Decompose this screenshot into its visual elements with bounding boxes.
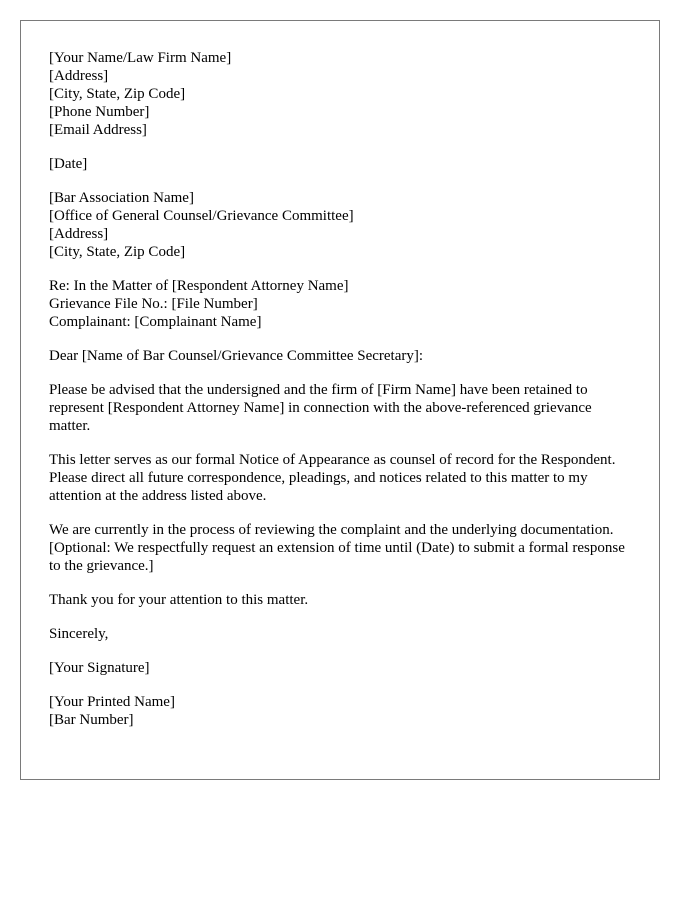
- salutation: [49, 347, 631, 365]
- closing-text: Sincerely,: [49, 626, 109, 642]
- sender-address: [Address]: [49, 68, 109, 84]
- recipient-organization: [Bar Association Name]: [49, 190, 194, 206]
- reference-file-number: Grievance File No.: [File Number]: [49, 296, 258, 312]
- signer-bar-number: [Bar Number]: [49, 712, 134, 728]
- date-block: [49, 155, 631, 173]
- reference-matter: Re: In the Matter of [Respondent Attorney Name]: [49, 278, 349, 294]
- body-paragraph-notice: This letter serves as our formal Notice of Appearance as counsel of record for the Respondent. Please direct all future correspondence, pleadings, and notices related to this matter to my attention at the address listed above.: [49, 452, 616, 504]
- letter-page: [20, 20, 660, 780]
- body-paragraph-review: We are currently in the process of reviewing the complaint and the underlying documentation. [Optional: We respectfully request an extension of time until (Date) to submit a formal response to the grievance.]: [49, 522, 625, 574]
- sender-city-state-zip: [City, State, Zip Code]: [49, 86, 186, 102]
- sender-name: [Your Name/Law Firm Name]: [49, 50, 232, 66]
- sender-block: [49, 49, 631, 139]
- body-paragraph-thanks: Thank you for your attention to this matter.: [49, 592, 309, 608]
- signature-block: [49, 659, 631, 677]
- signer-printed-name: [Your Printed Name]: [49, 694, 175, 710]
- closing-block: [49, 625, 631, 643]
- recipient-office: [Office of General Counsel/Grievance Committee]: [49, 208, 354, 224]
- recipient-address: [Address]: [49, 226, 109, 242]
- sender-phone: [Phone Number]: [49, 104, 150, 120]
- signer-block: [49, 693, 631, 729]
- reference-block: [49, 277, 631, 331]
- recipient-block: [49, 189, 631, 261]
- reference-complainant: Complainant: [Complainant Name]: [49, 314, 262, 330]
- signature-line: [Your Signature]: [49, 660, 150, 676]
- body-paragraph-retained: Please be advised that the undersigned and the firm of [Firm Name] have been retained to represent [Respondent Attorney Name] in connection with the above-referenced grievance matter.: [49, 382, 592, 434]
- salutation-text: Dear [Name of Bar Counsel/Grievance Committee Secretary]:: [49, 348, 424, 364]
- letter-date: [Date]: [49, 156, 88, 172]
- recipient-city-state-zip: [City, State, Zip Code]: [49, 244, 186, 260]
- sender-email: [Email Address]: [49, 122, 147, 138]
